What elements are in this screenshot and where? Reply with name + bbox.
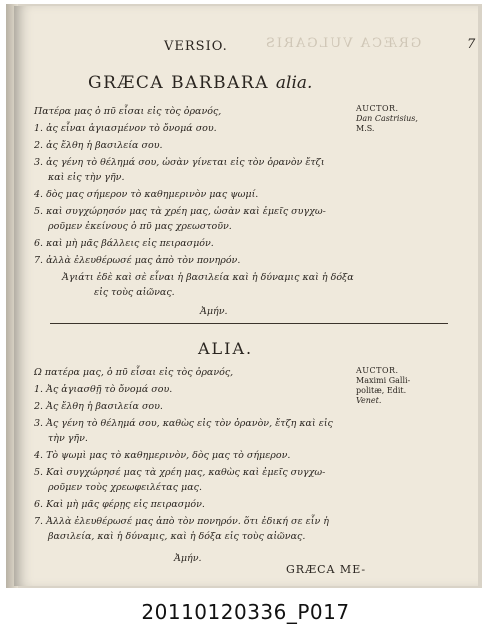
image-caption: 20110120336_P017 <box>141 600 350 624</box>
text-line: 3. Ἀς γένη τὸ θέλημά σου, καθὼς εἰς τὸν ὀρανὸν, ἔτζη καὶ εἰς <box>34 418 333 429</box>
catchword: GRÆCA ME- <box>286 563 367 576</box>
text-line: 6. καὶ μὴ μᾶς βάλλεις εἰς πειρασμόν. <box>34 238 214 249</box>
text-line: 6. Καὶ μὴ μᾶς φέρῃς εἰς πειρασμόν. <box>34 499 205 510</box>
text-line: τὴν γῆν. <box>48 433 88 444</box>
note-line: Maximi Galli- <box>356 376 411 385</box>
text-line: 7. ἀλλὰ ἐλευθέρωσέ μας ἀπὸ τὸν πονηρόν. <box>34 255 241 266</box>
text-line: 4. Τὸ ψωμὶ μας τὸ καθημερινὸν, δὸς μας τὸ σήμερον. <box>34 450 291 461</box>
section-title-caps: GRÆCA BARBARA <box>88 73 269 93</box>
text-line: 3. ἀς γένη τὸ θέλημά σου, ὡσὰν γίνεται εἰς τὸν ὀρανὸν ἔτζι <box>34 157 325 168</box>
text-line: ροῦμεν ἐκείνους ὁ πῦ μας χρεωστοῦν. <box>48 221 232 232</box>
note-heading: AUCTOR. <box>356 366 399 375</box>
section-divider <box>50 323 448 324</box>
text-line: Πατέρα μας ὁ πῦ εἶσαι εἰς τὸς ὀρανός, <box>34 106 222 117</box>
text-line: ροῦμεν τοὺς χρεωφειλέτας μας. <box>48 482 202 493</box>
text-line: βασιλεία, καὶ ἡ δύναμις, καὶ ἡ δόξα εἰς τοὺς αἰῶνας. <box>48 531 306 542</box>
note-heading: AUCTOR. <box>356 104 399 113</box>
text-line: Ἀγιάτι ἐδὲ καὶ σὲ εἶναι ἡ βασιλεία καὶ ἡ δύναμις καὶ ἡ δόξα <box>62 272 354 283</box>
text-line: 7. Ἀλλὰ ἐλευθέρωσέ μας ἀπὸ τὸν πονηρόν. ὅτι ἐδική σε εἶν ἡ <box>34 516 329 527</box>
text-line: 1. ἀς εἶναι ἁγιασμένον τὸ ὄνομά σου. <box>34 123 217 134</box>
text-line: Ω πατέρα μας, ὁ πῦ εἶσαι εἰς τὸς ὀρανός, <box>34 367 234 378</box>
amen-line: Ἀμήν. <box>174 553 202 564</box>
margin-note-auctor-2 <box>356 366 410 406</box>
text-line: 2. Ἀς ἔλθη ἡ βασιλεία σου. <box>34 401 163 412</box>
text-line: 5. καὶ συγχώρησόν μας τὰ χρέη μας, ὡσὰν καὶ ἐμεῖς συγχω- <box>34 206 326 217</box>
section-title-alia: ALIA. <box>198 339 254 358</box>
section-title-graeca-barbara <box>88 73 312 93</box>
text-line: 1. Ἀς ἁγιασθῇ τὸ ὄνομά σου. <box>34 384 173 395</box>
text-line: 4. δὸς μας σήμερον τὸ καθημερινὸν μας ψωμί. <box>34 189 259 200</box>
scanned-page-photo <box>6 4 482 588</box>
text-line: εἰς τοὺς αἰῶνας. <box>94 287 175 298</box>
amen-line: Ἀμήν. <box>200 306 228 317</box>
note-line: politæ, Edit. <box>356 386 407 395</box>
page-number: 7 <box>467 37 476 52</box>
margin-note-auctor-1 <box>356 104 418 134</box>
book-page <box>14 6 478 586</box>
show-through-text: GRÆCA VULGARIS <box>264 36 422 51</box>
text-line: 2. ἀς ἔλθη ἡ βασιλεία σου. <box>34 140 163 151</box>
text-line: 5. Καὶ συγχώρησέ μας τὰ χρέη μας, καθὼς καὶ ἐμεῖς συγχω- <box>34 467 326 478</box>
section-title-italic: alia. <box>275 73 313 93</box>
text-line: καὶ εἰς τὴν γῆν. <box>48 172 125 183</box>
note-line: Venet. <box>356 396 382 405</box>
note-line: M.S. <box>356 124 375 133</box>
note-line: Dan Castrisius, <box>356 114 418 123</box>
running-head: VERSIO. <box>164 39 228 54</box>
